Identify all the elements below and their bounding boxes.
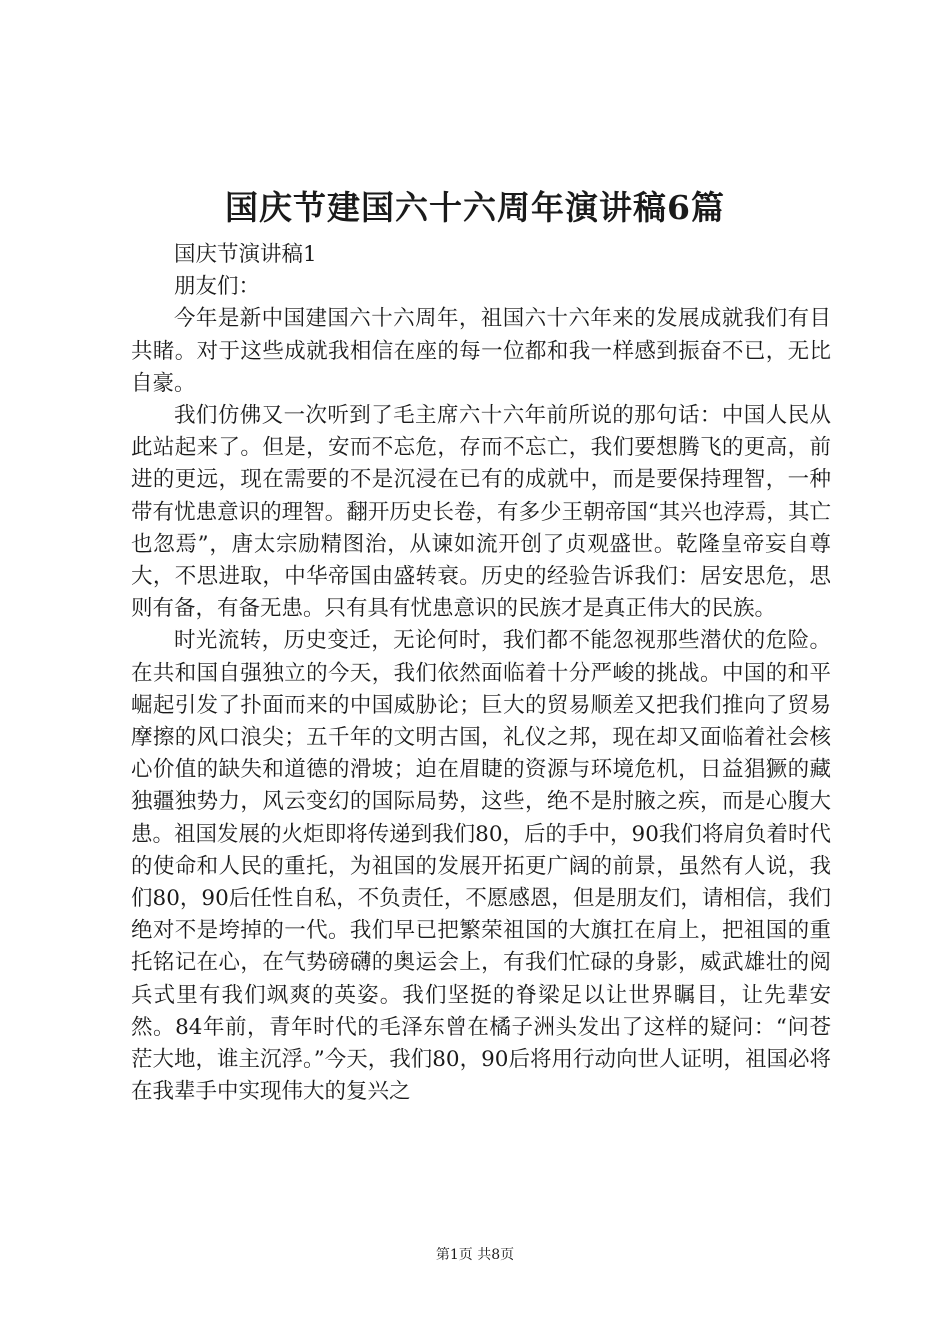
greeting: 朋友们： xyxy=(174,274,261,300)
document-title: 国庆节建国六十六周年演讲稿6篇 xyxy=(225,188,725,227)
paragraph-2: 我们仿佛又一次听到了毛主席六十六年前所说的那句话：中国人民从此站起来了。但是，安而不忘危，存而不忘亡，我们要想腾飞的更高，前进的更远，现在需要的不是沉浸在已有的成就中，而是要保持理智，一种带有忧患意识的理智。翻开历史长卷，有多少王朝帝国“其兴也浡焉，其亡也忽焉”，唐太宗励精图治，从谏如流开创了贞观盛世。乾隆皇帝妄自尊大，不思进取，中华帝国由盛转衰。历史的经验告诉我们：居安思危，思则有备，有备无患。只有具有忧患意识的民族才是真正伟大的民族。 xyxy=(131,403,831,622)
paragraph-3: 时光流转，历史变迁，无论何时，我们都不能忽视那些潜伏的危险。在共和国自强独立的今天，我们依然面临着十分严峻的挑战。中国的和平崛起引发了扑面而来的中国威胁论；巨大的贸易顺差又把我们推向了贸易摩擦的风口浪尖；五千年的文明古国，礼仪之邦，现在却又面临着社会核心价值的缺失和道德的滑坡；迫在眉睫的资源与环境危机，日益猖獗的藏独疆独势力，风云变幻的国际局势，这些，绝不是肘腋之疾，而是心腹大患。祖国发展的火炬即将传递到我们80，后的手中，90我们将肩负着时代的使命和人民的重托，为祖国的发展开拓更广阔的前景，虽然有人说，我们80，90后任性自私，不负责任，不愿感恩，但是朋友们，请相信，我们绝对不是垮掉的一代。我们早已把繁荣祖国的大旗扛在肩上，把祖国的重托铭记在心，在气势磅礴的奥运会上，有我们忙碌的身影，威武雄壮的阅兵式里有我们飒爽的英姿。我们坚挺的脊梁足以让世界瞩目，让先辈安然。84年前，青年时代的毛泽东曾在橘子洲头发出了这样的疑问：“问苍茫大地，谁主沉浮。”今天，我们80，90后将用行动向世人证明，祖国必将在我辈手中实现伟大的复兴之 xyxy=(131,628,831,1105)
paragraph-1: 今年是新中国建国六十六周年，祖国六十六年来的发展成就我们有目共睹。对于这些成就我相信在座的每一位都和我一样感到振奋不已，无比自豪。 xyxy=(131,306,831,396)
document-body xyxy=(131,239,831,1108)
page-footer: 第1页 共8页 xyxy=(435,1247,515,1263)
section-heading: 国庆节演讲稿1 xyxy=(174,242,317,267)
